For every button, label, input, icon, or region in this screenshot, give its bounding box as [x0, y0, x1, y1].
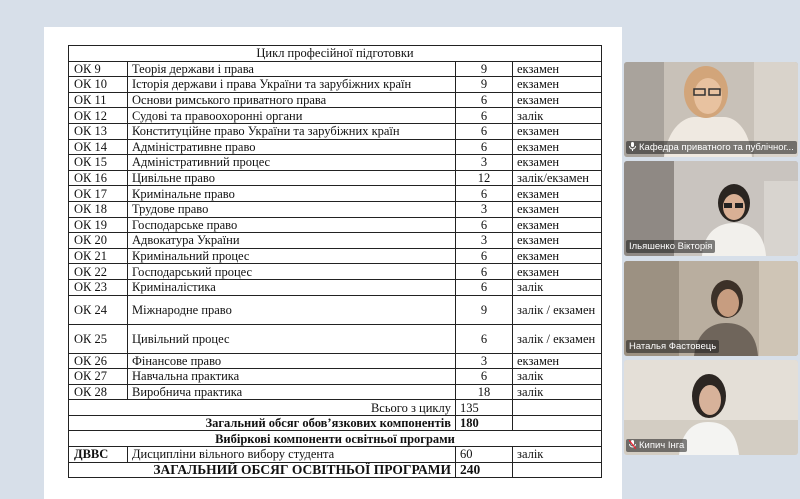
course-credits: 6 — [456, 123, 513, 139]
course-assessment: залік — [513, 384, 602, 400]
course-credits: 3 — [456, 155, 513, 171]
elective-assessment: залік — [513, 447, 602, 463]
course-name: Навчальна практика — [128, 369, 456, 385]
course-name: Основи римського приватного права — [128, 92, 456, 108]
table-row — [69, 186, 602, 202]
table-row — [69, 324, 602, 353]
mandatory-total-value: 180 — [456, 415, 513, 431]
course-credits: 6 — [456, 248, 513, 264]
elective-header-row — [69, 431, 602, 447]
course-assessment: залік — [513, 369, 602, 385]
mandatory-total-row — [69, 415, 602, 431]
course-assessment: екзамен — [513, 264, 602, 280]
table-row — [69, 155, 602, 171]
course-name: Цивільне право — [128, 170, 456, 186]
cycle-total-label: Всього з циклу — [69, 400, 456, 416]
course-code: ОК 26 — [69, 353, 128, 369]
table-row — [69, 248, 602, 264]
course-name: Конституційне право України та зарубіжних країн — [128, 123, 456, 139]
empty-cell — [513, 415, 602, 431]
course-assessment: екзамен — [513, 92, 602, 108]
mandatory-total-label: Загальний обсяг обов’язкових компонентів — [69, 415, 456, 431]
program-total-value: 240 — [456, 462, 513, 478]
table-row — [69, 295, 602, 324]
course-assessment: залік / екзамен — [513, 295, 602, 324]
course-code: ОК 24 — [69, 295, 128, 324]
course-assessment: екзамен — [513, 201, 602, 217]
course-credits: 6 — [456, 324, 513, 353]
course-code: ОК 13 — [69, 123, 128, 139]
course-name: Теорія держави і права — [128, 61, 456, 77]
shared-document — [44, 27, 622, 499]
program-total-row — [69, 462, 602, 478]
course-name: Адміністративне право — [128, 139, 456, 155]
table-row — [69, 170, 602, 186]
course-name: Господарське право — [128, 217, 456, 233]
course-code: ОК 22 — [69, 264, 128, 280]
course-credits: 9 — [456, 295, 513, 324]
program-total-label: ЗАГАЛЬНИЙ ОБСЯГ ОСВІТНЬОЇ ПРОГРАМИ — [69, 462, 456, 478]
cycle-total-row — [69, 400, 602, 416]
course-code: ОК 23 — [69, 279, 128, 295]
course-credits: 9 — [456, 61, 513, 77]
course-code: ОК 15 — [69, 155, 128, 171]
course-code: ОК 17 — [69, 186, 128, 202]
table-row — [69, 201, 602, 217]
course-code: ОК 19 — [69, 217, 128, 233]
table-row — [69, 369, 602, 385]
course-assessment: залік — [513, 108, 602, 124]
course-assessment: екзамен — [513, 123, 602, 139]
table-row — [69, 77, 602, 93]
empty-cell — [513, 400, 602, 416]
course-name: Адміністративний процес — [128, 155, 456, 171]
course-name: Виробнича практика — [128, 384, 456, 400]
table-row — [69, 217, 602, 233]
course-credits: 6 — [456, 217, 513, 233]
course-name: Трудове право — [128, 201, 456, 217]
table-row — [69, 108, 602, 124]
elective-code: ДВВС — [69, 447, 128, 463]
course-code: ОК 12 — [69, 108, 128, 124]
course-assessment: залік/екзамен — [513, 170, 602, 186]
elective-header: Вибіркові компоненти освітньої програми — [69, 431, 602, 447]
participant-tile[interactable] — [624, 62, 798, 157]
course-code: ОК 27 — [69, 369, 128, 385]
table-row — [69, 279, 602, 295]
course-assessment: екзамен — [513, 233, 602, 249]
course-credits: 6 — [456, 279, 513, 295]
course-code: ОК 18 — [69, 201, 128, 217]
course-credits: 6 — [456, 264, 513, 280]
course-name: Кримінальне право — [128, 186, 456, 202]
course-name: Судові та правоохоронні органи — [128, 108, 456, 124]
participant-tile[interactable] — [624, 261, 798, 356]
course-name: Історія держави і права України та зарубіжних країн — [128, 77, 456, 93]
course-assessment: екзамен — [513, 353, 602, 369]
course-credits: 3 — [456, 201, 513, 217]
course-code: ОК 28 — [69, 384, 128, 400]
participant-name-label: Ільяшенко Вікторія — [626, 240, 715, 253]
course-name: Фінансове право — [128, 353, 456, 369]
course-credits: 6 — [456, 108, 513, 124]
table-row — [69, 384, 602, 400]
participant-name-label: Наталья Фастовець — [626, 340, 719, 353]
course-credits: 3 — [456, 233, 513, 249]
course-code: ОК 9 — [69, 61, 128, 77]
elective-credits: 60 — [456, 447, 513, 463]
course-assessment: екзамен — [513, 77, 602, 93]
course-credits: 6 — [456, 369, 513, 385]
course-credits: 6 — [456, 92, 513, 108]
course-assessment: залік / екзамен — [513, 324, 602, 353]
course-name: Криміналістика — [128, 279, 456, 295]
participant-name-label: Кафедра приватного та публічног... — [626, 141, 797, 154]
participant-tile[interactable] — [624, 161, 798, 256]
course-code: ОК 11 — [69, 92, 128, 108]
course-name: Цивільний процес — [128, 324, 456, 353]
course-name: Міжнародне право — [128, 295, 456, 324]
table-row — [69, 233, 602, 249]
table-row — [69, 264, 602, 280]
course-code: ОК 14 — [69, 139, 128, 155]
course-assessment: екзамен — [513, 61, 602, 77]
course-credits: 6 — [456, 186, 513, 202]
course-credits: 12 — [456, 170, 513, 186]
elective-row — [69, 447, 602, 463]
curriculum-table — [68, 45, 602, 478]
table-row — [69, 123, 602, 139]
course-assessment: екзамен — [513, 248, 602, 264]
cycle-total-value: 135 — [456, 400, 513, 416]
participant-tile[interactable] — [624, 360, 798, 455]
mic-icon — [629, 142, 636, 151]
cycle-header: Цикл професійної підготовки — [69, 46, 602, 62]
course-code: ОК 21 — [69, 248, 128, 264]
course-assessment: залік — [513, 279, 602, 295]
table-row — [69, 61, 602, 77]
participant-name-label: Кипич Інга — [626, 439, 687, 452]
course-code: ОК 10 — [69, 77, 128, 93]
course-assessment: екзамен — [513, 139, 602, 155]
course-name: Адвокатура України — [128, 233, 456, 249]
elective-name: Дисципліни вільного вибору студента — [128, 447, 456, 463]
empty-cell — [513, 462, 602, 478]
course-code: ОК 25 — [69, 324, 128, 353]
table-row — [69, 92, 602, 108]
course-credits: 6 — [456, 139, 513, 155]
participants-panel — [624, 62, 800, 499]
table-row — [69, 353, 602, 369]
course-code: ОК 20 — [69, 233, 128, 249]
course-assessment: екзамен — [513, 217, 602, 233]
course-assessment: екзамен — [513, 155, 602, 171]
course-name: Господарський процес — [128, 264, 456, 280]
course-credits: 9 — [456, 77, 513, 93]
course-credits: 3 — [456, 353, 513, 369]
course-code: ОК 16 — [69, 170, 128, 186]
course-assessment: екзамен — [513, 186, 602, 202]
course-credits: 18 — [456, 384, 513, 400]
table-header-row — [69, 46, 602, 62]
table-row — [69, 139, 602, 155]
course-name: Кримінальний процес — [128, 248, 456, 264]
mic-muted-icon — [629, 440, 636, 449]
